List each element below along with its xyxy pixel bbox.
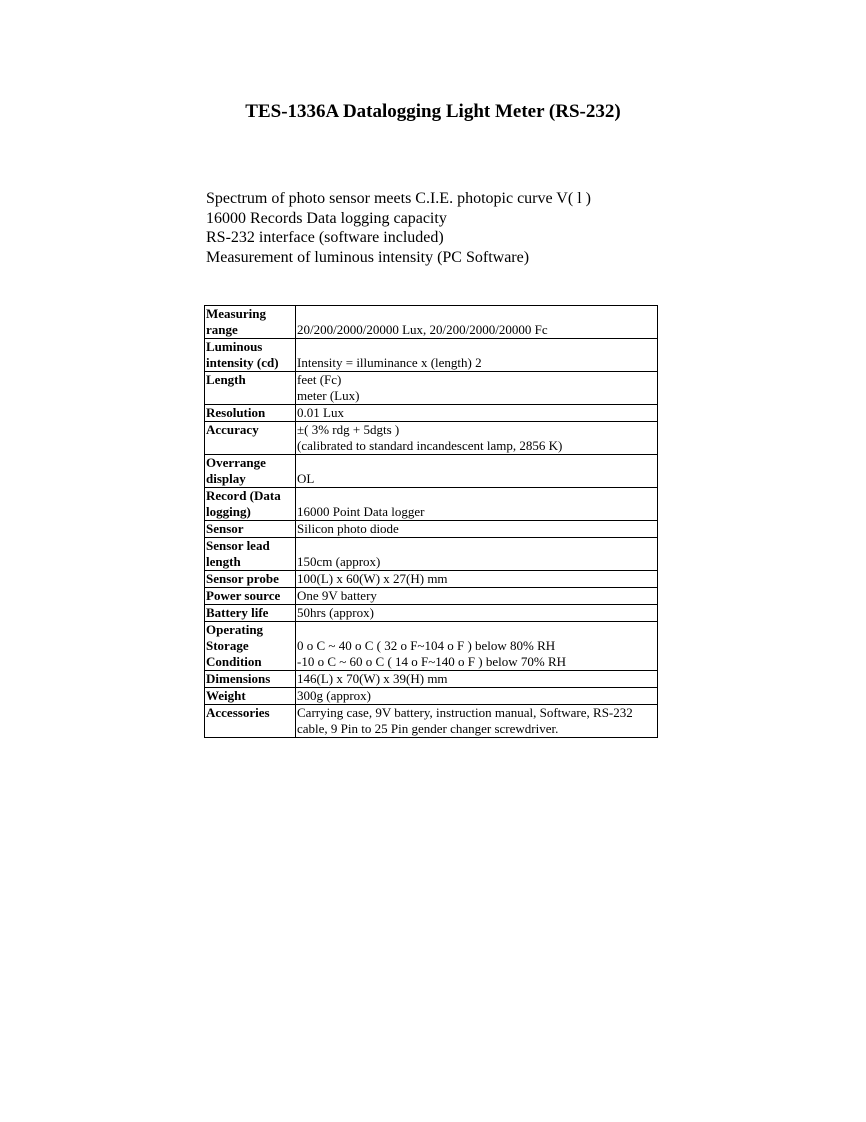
spec-value: Intensity = illuminance x (length) 2 <box>296 339 658 372</box>
specifications-table <box>204 305 658 738</box>
spec-row <box>205 488 658 521</box>
spec-value: OL <box>296 455 658 488</box>
spec-label: Accuracy <box>205 422 296 455</box>
spec-value: 50hrs (approx) <box>296 605 658 622</box>
spec-value: 0.01 Lux <box>296 405 658 422</box>
spec-row <box>205 306 658 339</box>
feature-item: 16000 Records Data logging capacity <box>206 209 447 227</box>
spec-value: 20/200/2000/20000 Lux, 20/200/2000/20000 Fc <box>296 306 658 339</box>
spec-label: Accessories <box>205 705 296 738</box>
spec-label: Sensor probe <box>205 571 296 588</box>
spec-label: Measuring range <box>205 306 296 339</box>
spec-value: 0 o C ~ 40 o C ( 32 o F~104 o F ) below 80% RH -10 o C ~ 60 o C ( 14 o F~140 o F ) below 70% RH <box>296 622 658 671</box>
spec-row <box>205 538 658 571</box>
spec-label: Weight <box>205 688 296 705</box>
spec-label: Operating Storage Condition <box>205 622 296 671</box>
spec-row <box>205 588 658 605</box>
spec-value: One 9V battery <box>296 588 658 605</box>
spec-value: 146(L) x 70(W) x 39(H) mm <box>296 671 658 688</box>
spec-label: Power source <box>205 588 296 605</box>
spec-label: Luminous intensity (cd) <box>205 339 296 372</box>
spec-value: feet (Fc) meter (Lux) <box>296 372 658 405</box>
spec-row <box>205 521 658 538</box>
spec-row <box>205 688 658 705</box>
spec-row <box>205 422 658 455</box>
spec-row <box>205 671 658 688</box>
spec-label: Sensor <box>205 521 296 538</box>
spec-value: ±( 3% rdg + 5dgts ) (calibrated to standard incandescent lamp, 2856 K) <box>296 422 658 455</box>
spec-row <box>205 705 658 738</box>
spec-row <box>205 405 658 422</box>
spec-value: 150cm (approx) <box>296 538 658 571</box>
spec-row <box>205 339 658 372</box>
spec-label: Resolution <box>205 405 296 422</box>
feature-item: Measurement of luminous intensity (PC Software) <box>206 248 530 266</box>
spec-row <box>205 622 658 671</box>
document-title: TES-1336A Datalogging Light Meter (RS-232) <box>245 101 621 122</box>
spec-row <box>205 571 658 588</box>
spec-row <box>205 372 658 405</box>
feature-item: RS-232 interface (software included) <box>206 229 444 246</box>
spec-label: Dimensions <box>205 671 296 688</box>
spec-value: Silicon photo diode <box>296 521 658 538</box>
spec-row <box>205 455 658 488</box>
spec-label: Battery life <box>205 605 296 622</box>
feature-item: Spectrum of photo sensor meets C.I.E. photopic curve V( l ) <box>206 190 591 207</box>
feature-list <box>206 189 591 267</box>
spec-value: Carrying case, 9V battery, instruction manual, Software, RS-232 cable, 9 Pin to 25 Pin gender changer screwdriver. <box>296 705 658 738</box>
spec-row <box>205 605 658 622</box>
spec-label: Record (Data logging) <box>205 488 296 521</box>
spec-label: Sensor lead length <box>205 538 296 571</box>
spec-value: 16000 Point Data logger <box>296 488 658 521</box>
spec-value: 300g (approx) <box>296 688 658 705</box>
spec-value: 100(L) x 60(W) x 27(H) mm <box>296 571 658 588</box>
spec-label: Overrange display <box>205 455 296 488</box>
spec-label: Length <box>205 372 296 405</box>
